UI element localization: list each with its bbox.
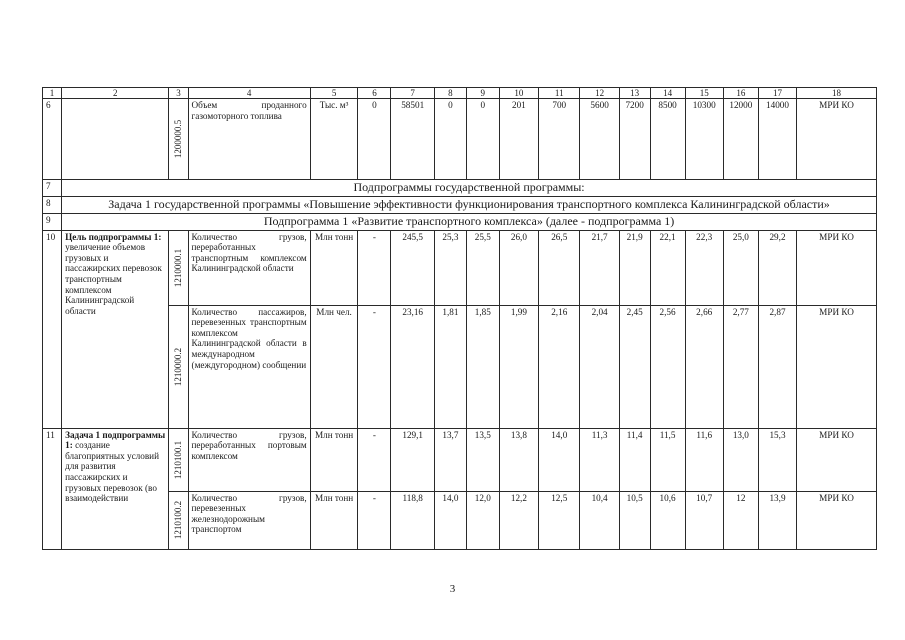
column-number: 2 [62, 88, 169, 99]
value-cell: 25,5 [466, 230, 499, 305]
value-cell: 58501 [391, 99, 435, 180]
value-cell: 13,5 [466, 428, 499, 491]
value-cell: - [358, 428, 391, 491]
indicator-code: 1210100.1 [169, 428, 188, 491]
value-cell: 26,5 [539, 230, 580, 305]
value-cell: 700 [539, 99, 580, 180]
task-label: Задача 1 подпрограммы 1: [65, 429, 166, 451]
value-cell: 0 [358, 99, 391, 180]
column-number: 16 [723, 88, 758, 99]
table-row [43, 230, 877, 305]
value-cell: 13,9 [758, 491, 796, 549]
indicator-code: 1210000.1 [169, 230, 188, 305]
indicator-name: Количество пассажиров, перевезенных транспортным комплексом Калининградской области в международном (междугородном) сообщении [188, 305, 310, 428]
value-cell: 14000 [758, 99, 796, 180]
column-number: 15 [685, 88, 723, 99]
responsible-cell: МРИ КО [797, 99, 877, 180]
goal-cell [62, 99, 169, 180]
column-number: 14 [650, 88, 685, 99]
unit-cell: Тыс. м³ [310, 99, 358, 180]
value-cell: 11,4 [619, 428, 650, 491]
value-cell: 10,4 [580, 491, 619, 549]
value-cell: 22,1 [650, 230, 685, 305]
table-row [43, 180, 877, 197]
value-cell: 2,04 [580, 305, 619, 428]
value-cell: 12,5 [539, 491, 580, 549]
indicator-name: Количество грузов, переработанных транспортным комплексом Калининградской области [188, 230, 310, 305]
table-row [43, 213, 877, 230]
indicator-name: Объем проданного газомоторного топлива [188, 99, 310, 180]
value-cell: 8500 [650, 99, 685, 180]
column-number: 12 [580, 88, 619, 99]
value-cell: 10300 [685, 99, 723, 180]
value-cell: 2,87 [758, 305, 796, 428]
responsible-cell: МРИ КО [797, 428, 877, 491]
row-number: 11 [43, 428, 62, 549]
value-cell: 25,3 [434, 230, 466, 305]
value-cell: 245,5 [391, 230, 435, 305]
page-number: 3 [449, 583, 456, 595]
value-cell: 10,7 [685, 491, 723, 549]
unit-cell: Млн тонн [310, 491, 358, 549]
value-cell: 7200 [619, 99, 650, 180]
value-cell: 12000 [723, 99, 758, 180]
column-number: 17 [758, 88, 796, 99]
column-number: 9 [466, 88, 499, 99]
unit-cell: Млн чел. [310, 305, 358, 428]
value-cell: 2,56 [650, 305, 685, 428]
value-cell: 5600 [580, 99, 619, 180]
value-cell: 26,0 [499, 230, 538, 305]
value-cell: 11,5 [650, 428, 685, 491]
value-cell: 12 [723, 491, 758, 549]
value-cell: 25,0 [723, 230, 758, 305]
column-number-row [43, 88, 877, 99]
indicator-name: Количество грузов, перевезенных железнодорожным транспортом [188, 491, 310, 549]
row-number: 9 [43, 213, 62, 230]
responsible-cell: МРИ КО [797, 491, 877, 549]
value-cell: 21,7 [580, 230, 619, 305]
column-number: 18 [797, 88, 877, 99]
row-number: 6 [43, 99, 62, 180]
value-cell: - [358, 491, 391, 549]
column-number: 5 [310, 88, 358, 99]
column-number: 1 [43, 88, 62, 99]
section-title: Подпрограммы государственной программы: [62, 180, 877, 197]
task-text: создание благоприятных условий для развития пассажирских и грузовых перевозок (во взаимодействии [65, 440, 160, 504]
table-row [43, 428, 877, 491]
value-cell: 1,85 [466, 305, 499, 428]
goal-cell [62, 230, 169, 428]
column-number: 6 [358, 88, 391, 99]
subprogram-title: Подпрограмма 1 «Развитие транспортного комплекса» (далее - подпрограмма 1) [62, 213, 877, 230]
value-cell: 201 [499, 99, 538, 180]
column-number: 8 [434, 88, 466, 99]
indicator-code: 1210000.2 [169, 305, 188, 428]
value-cell: 14,0 [539, 428, 580, 491]
goal-text: увеличение объемов грузовых и пассажирских перевозок транспортным комплексом Калининградской области [65, 242, 162, 316]
value-cell: 22,3 [685, 230, 723, 305]
table-row [43, 197, 877, 214]
value-cell: 0 [466, 99, 499, 180]
column-number: 7 [391, 88, 435, 99]
responsible-cell: МРИ КО [797, 230, 877, 305]
unit-cell: Млн тонн [310, 428, 358, 491]
column-number: 10 [499, 88, 538, 99]
value-cell: 129,1 [391, 428, 435, 491]
row-number: 10 [43, 230, 62, 428]
table-row [43, 99, 877, 180]
value-cell: 29,2 [758, 230, 796, 305]
value-cell: 11,3 [580, 428, 619, 491]
value-cell: 12,2 [499, 491, 538, 549]
value-cell: 10,5 [619, 491, 650, 549]
value-cell: 13,8 [499, 428, 538, 491]
value-cell: 12,0 [466, 491, 499, 549]
value-cell: 2,45 [619, 305, 650, 428]
column-number: 3 [169, 88, 188, 99]
value-cell: 2,77 [723, 305, 758, 428]
value-cell: 23,16 [391, 305, 435, 428]
value-cell: 118,8 [391, 491, 435, 549]
indicator-name: Количество грузов, переработанных портовым комплексом [188, 428, 310, 491]
value-cell: 13,0 [723, 428, 758, 491]
column-number: 11 [539, 88, 580, 99]
value-cell: 1,81 [434, 305, 466, 428]
task-cell [62, 428, 169, 549]
value-cell: 15,3 [758, 428, 796, 491]
goal-label: Цель подпрограммы 1: [65, 231, 162, 242]
column-number: 4 [188, 88, 310, 99]
responsible-cell: МРИ КО [797, 305, 877, 428]
value-cell: 21,9 [619, 230, 650, 305]
value-cell: 2,16 [539, 305, 580, 428]
row-number: 7 [43, 180, 62, 197]
value-cell: 11,6 [685, 428, 723, 491]
value-cell: - [358, 305, 391, 428]
value-cell: 2,66 [685, 305, 723, 428]
column-number: 13 [619, 88, 650, 99]
value-cell: 10,6 [650, 491, 685, 549]
value-cell: 13,7 [434, 428, 466, 491]
value-cell: 0 [434, 99, 466, 180]
value-cell: 1,99 [499, 305, 538, 428]
indicator-code: 1210100.2 [169, 491, 188, 549]
indicator-table [42, 87, 877, 550]
value-cell: 14,0 [434, 491, 466, 549]
unit-cell: Млн тонн [310, 230, 358, 305]
program-task-title: Задача 1 государственной программы «Повышение эффективности функционирования транспортного комплекса Калининградской области» [62, 197, 877, 214]
value-cell: - [358, 230, 391, 305]
indicator-code: 1200000.5 [169, 99, 188, 180]
row-number: 8 [43, 197, 62, 214]
